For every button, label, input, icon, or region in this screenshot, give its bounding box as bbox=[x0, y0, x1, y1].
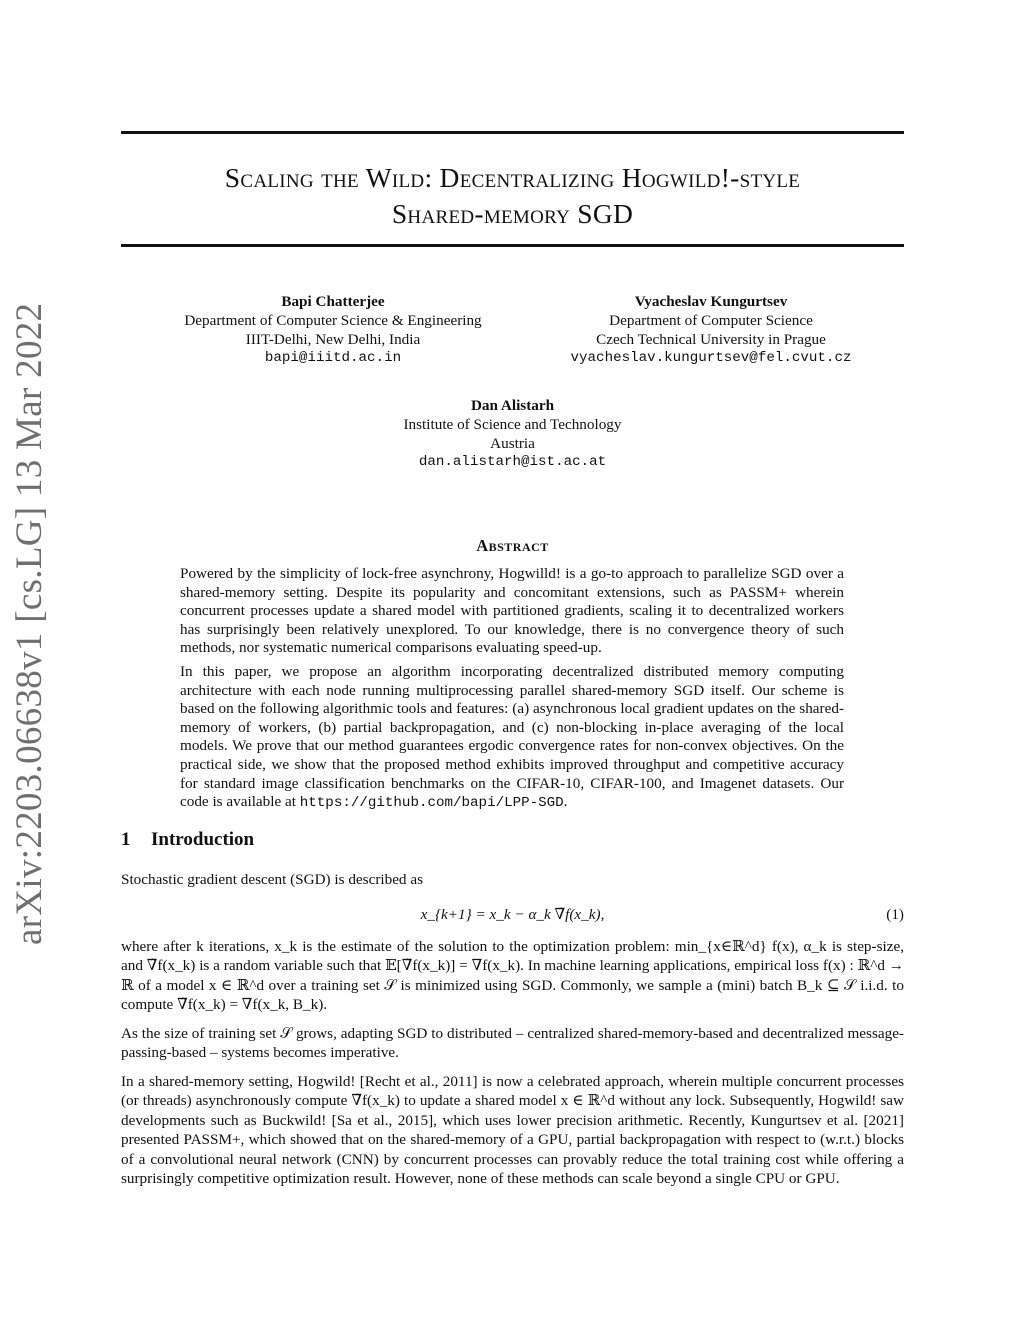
arxiv-sidebar-stamp: arXiv:2203.06638v1 [cs.LG] 13 Mar 2022 bbox=[9, 302, 50, 945]
abstract-heading: Abstract bbox=[476, 536, 549, 555]
section-number: 1 bbox=[121, 829, 131, 850]
author-name: Dan Alistarh bbox=[470, 397, 555, 414]
author-email[interactable]: dan.alistarh@ist.ac.at bbox=[418, 454, 607, 470]
author-affiliation: IIIT-Delhi, New Delhi, India bbox=[245, 331, 421, 348]
section-title: Introduction bbox=[151, 829, 255, 850]
title-rule-top bbox=[121, 131, 904, 134]
equation-number: (1) bbox=[886, 905, 904, 923]
author-affiliation: Institute of Science and Technology bbox=[403, 416, 622, 433]
intro-paragraph: In a shared-memory setting, Hogwild! [Recht et al., 2011] is now a celebrated approach, wherein multiple concurrent processes (or threads) asynchronously compute ∇̃f(x_k) to update a shared model x ∈ ℝ^d without any lock. Subsequently, Hogwild! saw developments such as Buckwild! [Sa et al., 2015], which uses lower precision arithmetic. Recently, Kungurtsev et al. [2021] presented PASSM+, which showed that on the shared-memory of a GPU, partial backpropagation with respect to (w.r.t.) blocks of a convolutional neural network (CNN) by concurrent processes can provably reduce the total training cost while offering a surprisingly competitive optimization result. However, none of these methods can scale beyond a single CPU or GPU. bbox=[121, 1072, 904, 1187]
author-2 bbox=[528, 292, 894, 368]
equation-expression: x_{k+1} = x_k − α_k ∇̃f(x_k), bbox=[420, 905, 605, 923]
abstract-text: In this paper, we propose an algorithm incorporating decentralized distributed memory computing architecture with each node running multiprocessing parallel shared-memory SGD itself. Our scheme is based on the following algorithmic tools and features: (a) asynchronous local gradient updates on the shared-memory of workers, (b) partial backpropagation, and (c) non-blocking in-place averaging of the local models. We prove that our method guarantees ergodic convergence rates for non-convex objectives. On the practical side, we show that the proposed method exhibits improved throughput and competitive accuracy for standard image classification benchmarks on the CIFAR-10, CIFAR-100, and Imagenet datasets. Our code is available at bbox=[180, 662, 844, 811]
author-name: Bapi Chatterjee bbox=[281, 293, 385, 310]
author-1 bbox=[151, 292, 515, 368]
author-email[interactable]: vyacheslav.kungurtsev@fel.cvut.cz bbox=[570, 350, 852, 366]
author-block bbox=[121, 292, 904, 470]
author-name: Vyacheslav Kungurtsev bbox=[634, 293, 788, 310]
author-affiliation: Department of Computer Science bbox=[609, 312, 813, 329]
author-affiliation: Czech Technical University in Prague bbox=[596, 331, 826, 348]
author-affiliation: Department of Computer Science & Engineering bbox=[184, 312, 482, 329]
paper-title bbox=[121, 160, 904, 232]
intro-paragraph: As the size of training set 𝒮 grows, adapting SGD to distributed – centralized shared-memory-based and decentralized message-passing-based – systems becomes imperative. bbox=[121, 1024, 904, 1061]
intro-body bbox=[121, 870, 904, 1198]
abstract-period: . bbox=[563, 793, 568, 811]
intro-paragraph: where after k iterations, x_k is the estimate of the solution to the optimization problem: min_{x∈ℝ^d} f(x), α_k is step-size, and ∇̃f(x_k) is a random variable such that 𝔼[∇̃f(x_k)] = ∇f(x_k). In machine learning applications, empirical loss f(x) : ℝ^d → ℝ of a model x ∈ ℝ^d over a training set 𝒮 is minimized using SGD. Commonly, we sample a (mini) batch B_k ⊆ 𝒮 i.i.d. to compute ∇̃f(x_k) = ∇f(x_k, B_k). bbox=[121, 937, 904, 1013]
author-3 bbox=[346, 396, 679, 472]
abstract-paragraph: Powered by the simplicity of lock-free asynchrony, Hogwilld! is a go-to approach to parallelize SGD over a shared-memory setting. Despite its popularity and concomitant extensions, such as PASSM+ wherein concurrent processes update a shared model with partitioned gradients, scaling it to decentralized workers has surprisingly been relatively unexplored. To our knowledge, there is no convergence theory of such methods, nor systematic numerical comparisons evaluating speed-up. bbox=[180, 565, 844, 657]
title-rule-bottom bbox=[121, 244, 904, 247]
author-affiliation: Austria bbox=[490, 435, 535, 452]
section-heading bbox=[121, 829, 904, 851]
title-line-2: Shared-memory SGD bbox=[391, 198, 634, 229]
intro-paragraph: Stochastic gradient descent (SGD) is described as bbox=[121, 871, 423, 888]
code-url-link[interactable]: https://github.com/bapi/LPP-SGD bbox=[299, 795, 564, 812]
equation-1 bbox=[121, 899, 904, 933]
abstract-paragraph bbox=[180, 663, 844, 813]
author-email[interactable]: bapi@iiitd.ac.in bbox=[264, 350, 402, 366]
abstract-body bbox=[180, 565, 844, 818]
title-line-1: Scaling the Wild: Decentralizing Hogwild!-style bbox=[224, 162, 801, 193]
